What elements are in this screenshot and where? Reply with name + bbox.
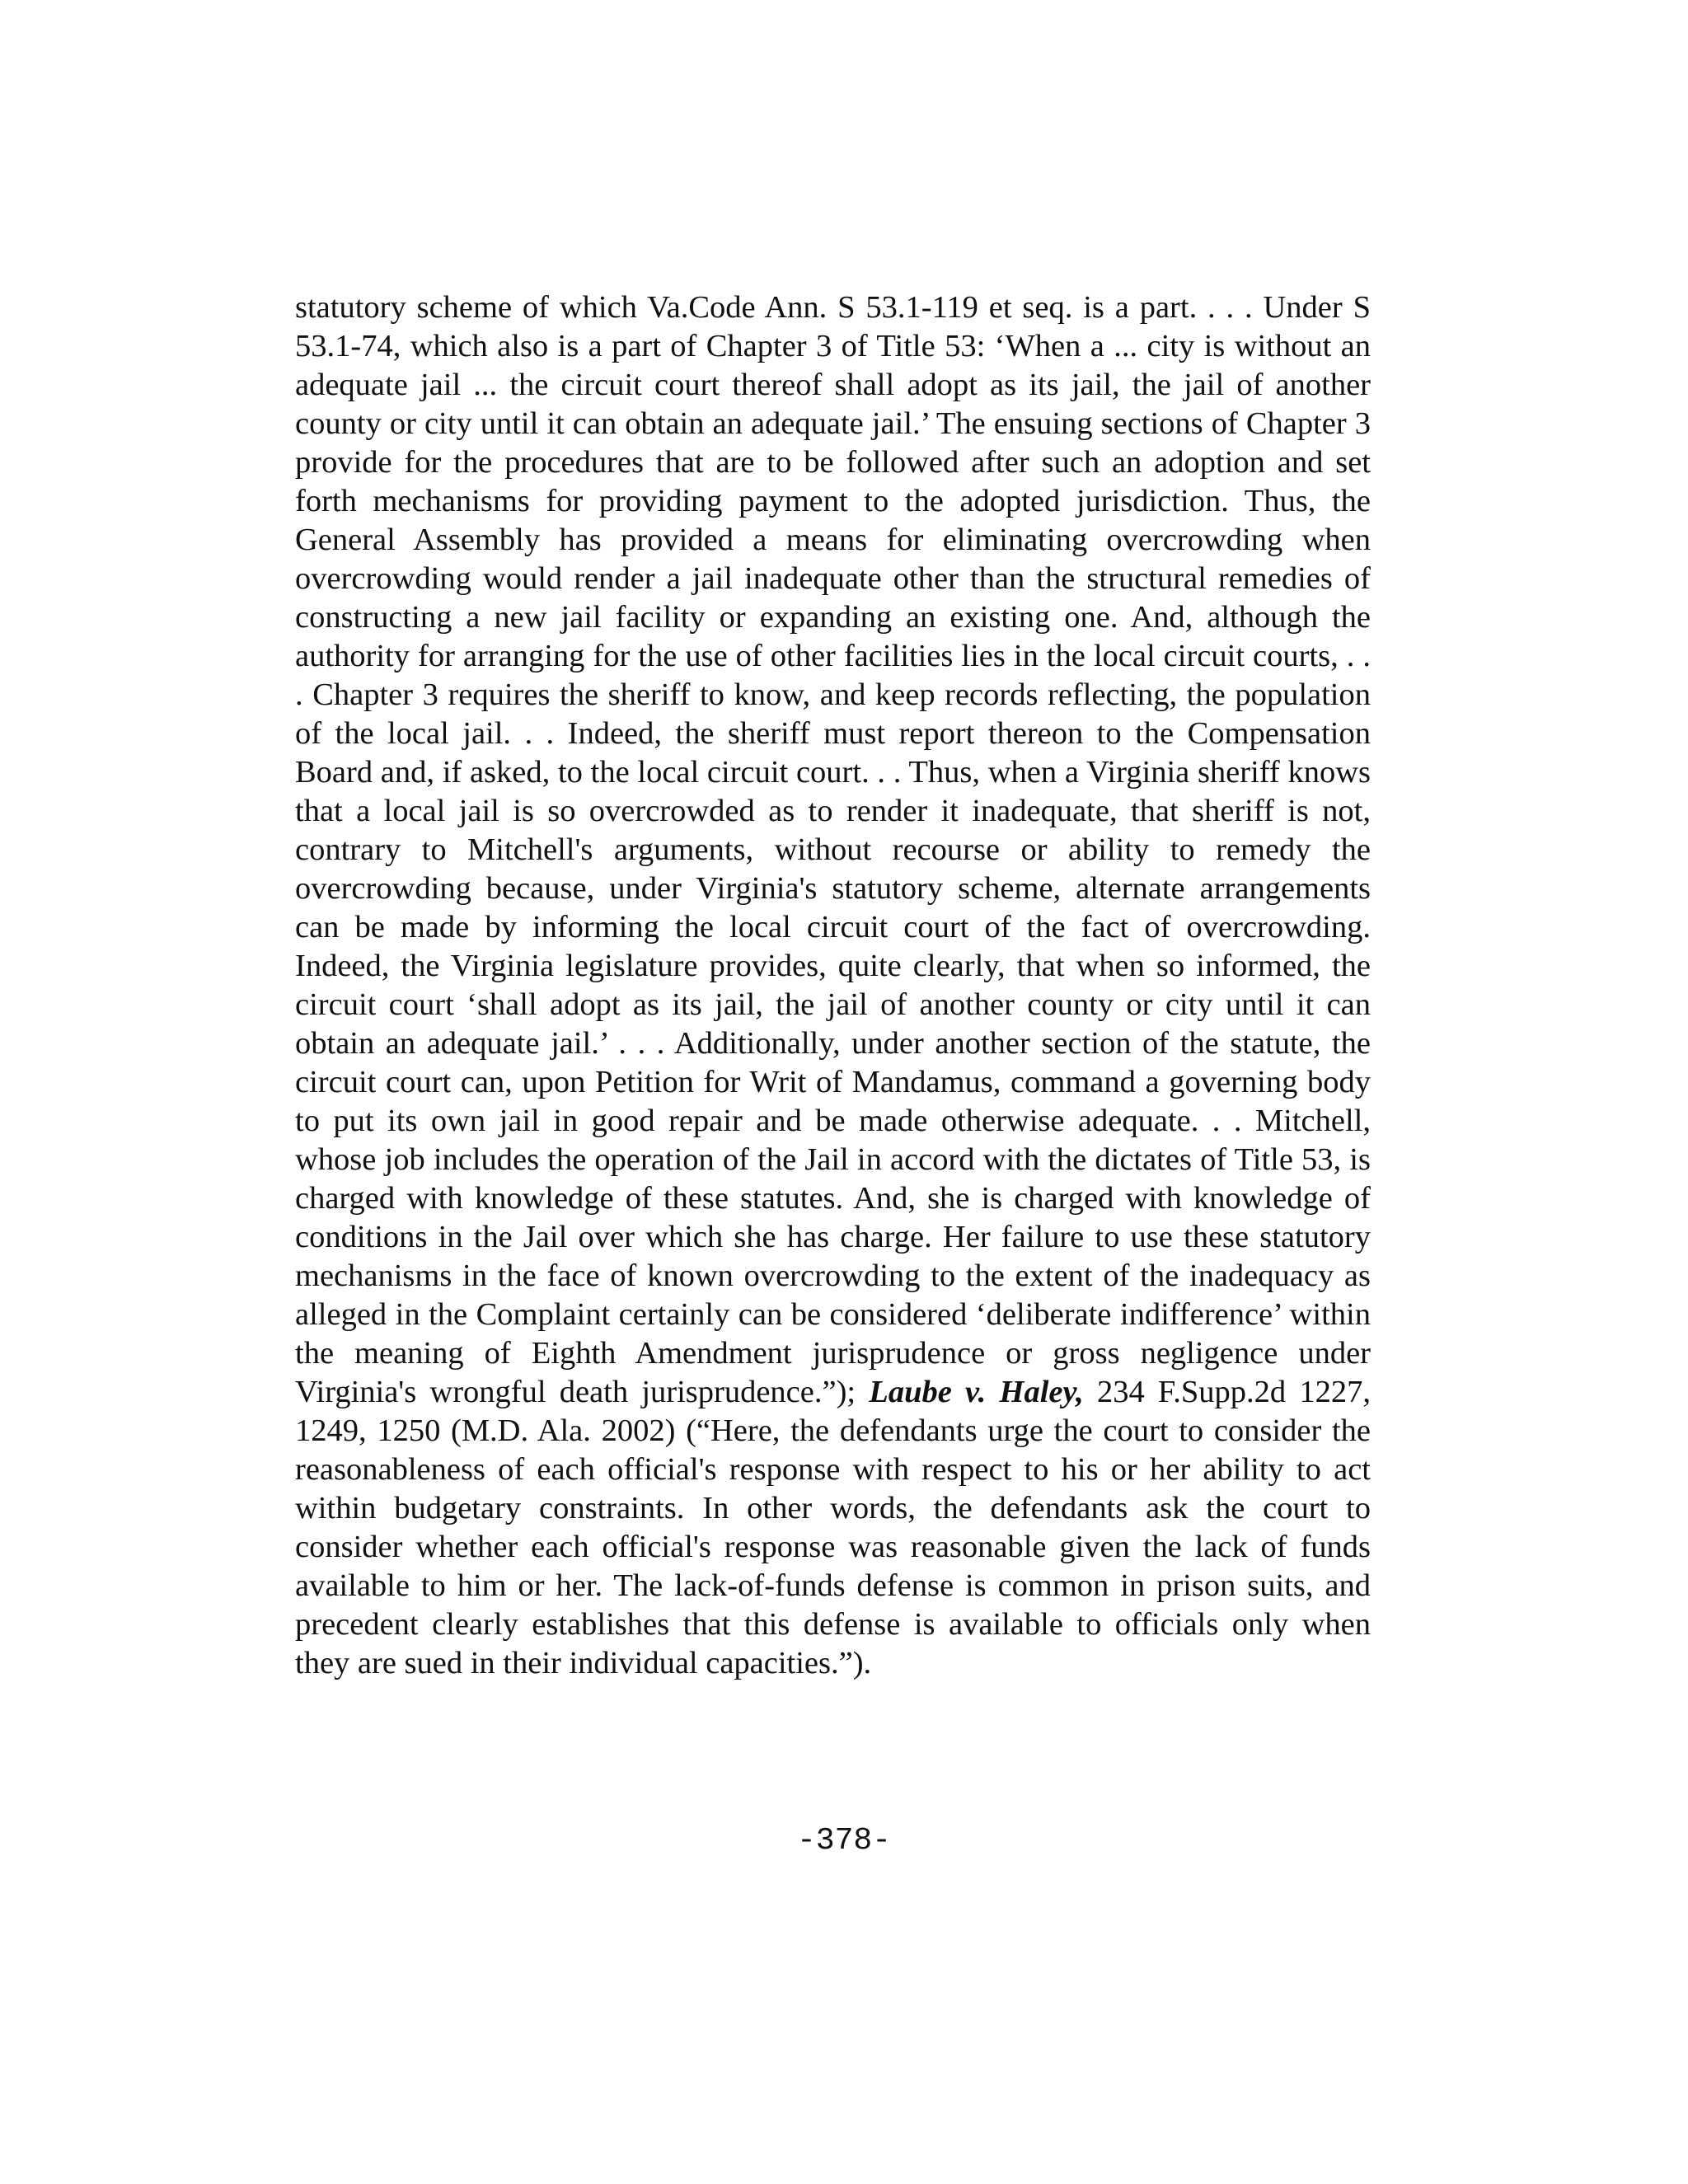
paragraph-text-before-citation: statutory scheme of which Va.Code Ann. S 53.1-119 et seq. is a part. . . . Under S 53.1-74, which also is a part of Chapter 3 of Title 53: ‘When a ... city is without an adequate jail ... the circuit court thereof shall adopt as its jail, the jail of another county or city until it can obtain an adequate jail.’ The ensuing sections of Chapter 3 provide for the procedures that are to be followed after such an adoption and set forth mechanisms for providing payment to the adopted jurisdiction. Thus, the General Assembly has provided a means for eliminating overcrowding when overcrowding would render a jail inadequate other than the structural remedies of constructing a new jail facility or expanding an existing one. And, although the authority for arranging for the use of other facilities lies in the local circuit courts, . . . Chapter 3 requires the sheriff to know, and keep records reflecting, the population of the local jail. . . Indeed, the sheriff must report thereon to the Compensation Board and, if asked, to the local circuit court. . . Thus, when a Virginia sheriff knows that a local jail is so overcrowded as to render it inadequate, that sheriff is not, contrary to Mitchell's arguments, without recourse or ability to remedy the overcrowding because, under Virginia's statutory scheme, alternate arrangements can be made by informing the local circuit court of the fact of overcrowding. Indeed, the Virginia legislature provides, quite clearly, that when so informed, the circuit court ‘shall adopt as its jail, the jail of another county or city until it can obtain an adequate jail.’ . . . Additionally, under another section of the statute, the circuit court can, upon Petition for Writ of Mandamus, command a governing body to put its own jail in good repair and be made otherwise adequate. . . Mitchell, whose job includes the operation of the Jail in accord with the dictates of Title 53, is charged with knowledge of these statutes. And, she is charged with knowledge of conditions in the Jail over which she has charge. Her failure to use these statutory mechanisms in the face of known overcrowding to the extent of the inadequacy as alleged in the Complaint certainly can be considered ‘deliberate indifference’ within the meaning of Eighth Amendment jurisprudence or gross negligence under Virginia's wrongful death jurisprudence.”); (295, 290, 1371, 1409)
page-number: -378- (796, 1823, 892, 1858)
body-paragraph (295, 288, 1371, 1683)
case-citation-name: Laube v. Haley, (869, 1375, 1084, 1409)
paragraph-text-after-citation: 234 F.Supp.2d 1227, 1249, 1250 (M.D. Ala. 2002) (“Here, the defendants urge the court to consider the reasonableness of each official's response with respect to his or her ability to act within budgetary constraints. In other words, the defendants ask the court to consider whether each official's response was reasonable given the lack of funds available to him or her. The lack-of-funds defense is common in prison suits, and precedent clearly establishes that this defense is available to officials only when they are sued in their individual capacities.”). (295, 1375, 1371, 1680)
